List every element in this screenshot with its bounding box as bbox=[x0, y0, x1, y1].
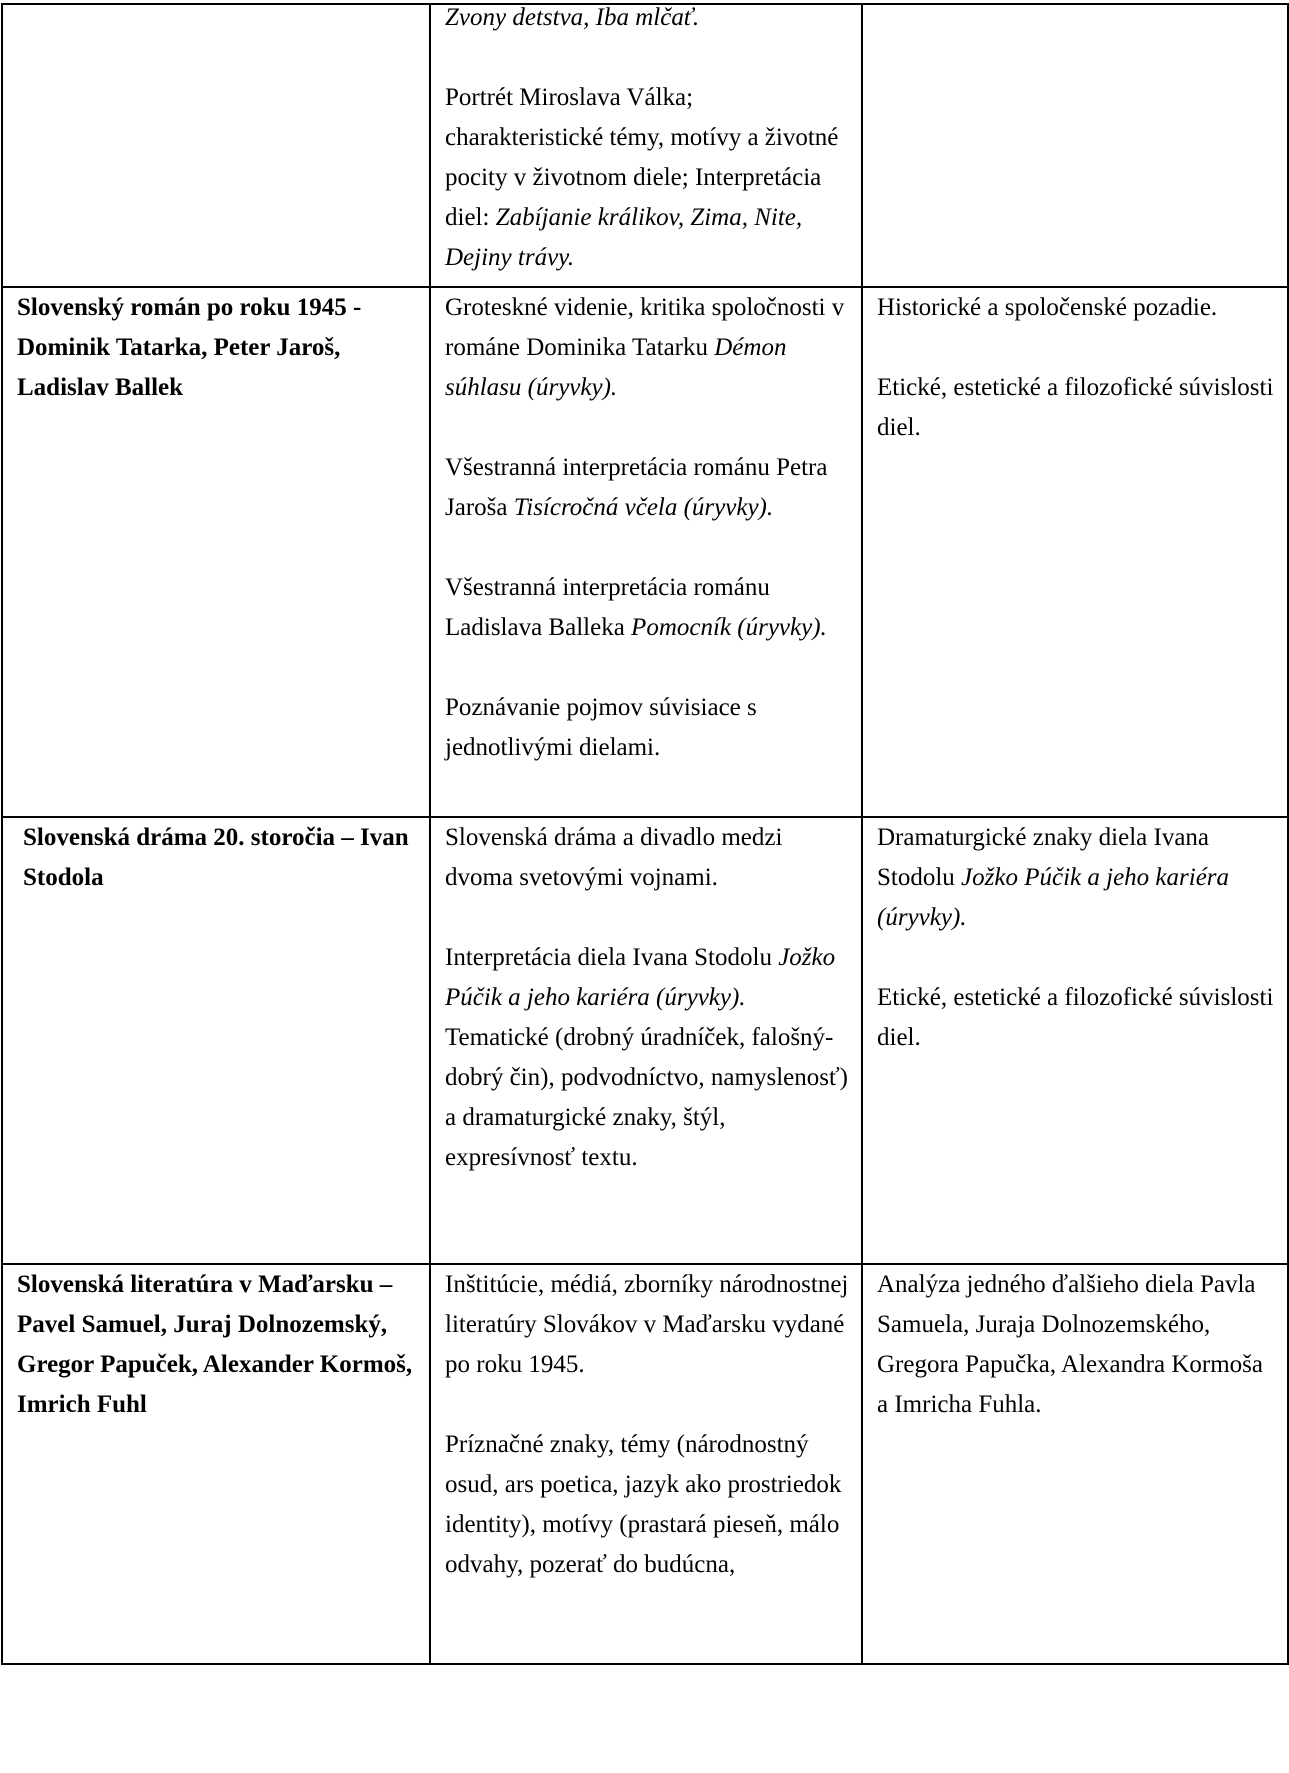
text-run: Portrét Miroslava Válka; charakteristické témy, motívy a životné pocity v životnom diele; Interpretácia diel: bbox=[445, 84, 839, 231]
paragraph bbox=[445, 78, 851, 278]
paragraph bbox=[445, 818, 851, 898]
text-run: Príznačné znaky, témy (národnostný osud, ars poetica, jazyk ako prostriedok identity), motívy (prastará pieseň, málo odvahy, pozerať do budúcna, bbox=[445, 1431, 842, 1578]
text-run: Poznávanie pojmov súvisiace s jednotlivými dielami. bbox=[445, 694, 757, 761]
text-run: Etické, estetické a filozofické súvislosti diel. bbox=[877, 374, 1274, 441]
content-cell bbox=[430, 287, 862, 817]
text-run: Tisícročná včela (úryvky). bbox=[513, 494, 774, 521]
topic-title: Slovenská dráma 20. storočia – Ivan Stodola bbox=[23, 824, 409, 891]
content-paragraphs bbox=[445, 4, 851, 278]
text-run: Etické, estetické a filozofické súvislosti diel. bbox=[877, 984, 1274, 1051]
text-run: Analýza jedného ďalšieho diela Pavla Samuela, Juraja Dolnozemského, Gregora Papučka, Alexandra Kormoša a Imricha Fuhla. bbox=[877, 1271, 1263, 1418]
text-run: Pomocník (úryvky). bbox=[631, 614, 827, 641]
paragraph bbox=[877, 978, 1277, 1058]
paragraph bbox=[445, 1425, 851, 1585]
topic-cell bbox=[2, 4, 430, 287]
extension-cell bbox=[862, 1264, 1288, 1664]
paragraph bbox=[877, 1265, 1277, 1425]
text-run: Zvony detstva, Iba mlčať. bbox=[445, 4, 700, 31]
text-run: Jožko Púčik a jeho kariéra (úryvky). bbox=[877, 864, 1230, 931]
content-cell bbox=[430, 817, 862, 1264]
paragraph bbox=[445, 448, 851, 528]
paragraph bbox=[877, 818, 1277, 938]
text-run: Všestranná interpretácia románu Petra Jaroša bbox=[445, 454, 828, 521]
topic-cell bbox=[2, 1264, 430, 1664]
text-run: Inštitúcie, médiá, zborníky národnostnej literatúry Slovákov v Maďarsku vydané po roku 1945. bbox=[445, 1271, 849, 1378]
text-run: Démon súhlasu (úryvky). bbox=[445, 334, 787, 401]
topic-cell bbox=[2, 817, 430, 1264]
paragraph bbox=[445, 288, 851, 408]
table-row bbox=[2, 4, 1288, 287]
paragraph bbox=[445, 938, 851, 1178]
text-run: Jožko Púčik a jeho kariéra (úryvky). bbox=[445, 944, 836, 1011]
paragraph bbox=[877, 368, 1277, 448]
text-run: Všestranná interpretácia románu Ladislava Balleka bbox=[445, 574, 770, 641]
text-run: Groteskné videnie, kritika spoločnosti v románe Dominika Tatarku bbox=[445, 294, 845, 361]
content-cell bbox=[430, 1264, 862, 1664]
extension-cell bbox=[862, 287, 1288, 817]
text-run: Zabíjanie králikov, Zima, Nite, Dejiny trávy. bbox=[445, 204, 803, 271]
text-run: Historické a spoločenské pozadie. bbox=[877, 294, 1218, 321]
paragraph bbox=[445, 688, 851, 768]
extension-cell bbox=[862, 817, 1288, 1264]
paragraph bbox=[445, 1265, 851, 1385]
table-row bbox=[2, 287, 1288, 817]
extension-cell bbox=[862, 4, 1288, 287]
content-cell bbox=[430, 4, 862, 287]
paragraph bbox=[445, 4, 851, 38]
topic-cell bbox=[2, 287, 430, 817]
table-row bbox=[2, 1264, 1288, 1664]
topic-title: Slovenský román po roku 1945 - Dominik Tatarka, Peter Jaroš, Ladislav Ballek bbox=[17, 294, 362, 401]
curriculum-table bbox=[1, 3, 1289, 1665]
text-run: Interpretácia diela Ivana Stodolu bbox=[445, 944, 779, 971]
paragraph bbox=[877, 288, 1277, 328]
text-run: Slovenská dráma a divadlo medzi dvoma svetovými vojnami. bbox=[445, 824, 783, 891]
text-run: Dramaturgické znaky diela Ivana Stodolu bbox=[877, 824, 1210, 891]
text-run: Tematické (drobný úradníček, falošný-dobrý čin), podvodníctvo, namyslenosť) a dramaturgické znaky, štýl, expresívnosť textu. bbox=[445, 1024, 848, 1171]
table-row bbox=[2, 817, 1288, 1264]
topic-title: Slovenská literatúra v Maďarsku – Pavel Samuel, Juraj Dolnozemský, Gregor Papuček, Alexander Kormoš, Imrich Fuhl bbox=[17, 1271, 413, 1418]
paragraph bbox=[445, 568, 851, 648]
